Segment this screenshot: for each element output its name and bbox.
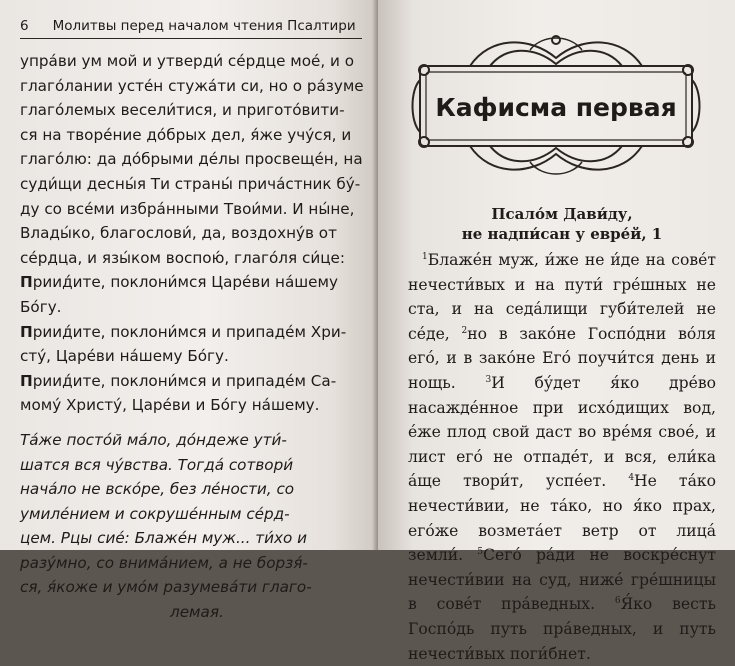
verse-number: 4 [628, 473, 635, 484]
rubric-line: лемая. [170, 603, 224, 622]
psalm-heading [408, 204, 716, 244]
invocation-line: риид́ите, поклони́мся Царе́ви на́шему [32, 273, 338, 292]
invocation [20, 270, 364, 319]
page-number: 6 [20, 18, 29, 34]
invocation-line: риид́ите, поклони́мся и припаде́м Са- [32, 371, 337, 390]
invocation-line: Бо́гу. [20, 297, 62, 316]
verse-number: 1 [422, 251, 428, 262]
body-line: глаго́лании усте́н стужа́ти си, но о ра́зуме [20, 76, 364, 95]
left-page [0, 0, 378, 622]
body-line: ся на творе́ние до́брых дел, я́же учу́ся, и [20, 125, 352, 144]
psalm-heading-line: Псало́м Дави́ду, [491, 205, 633, 223]
rubric-line: шатся вся чу́вства. Тогда́ сотвори́ [20, 455, 294, 474]
rubric [20, 428, 364, 625]
running-head [20, 18, 362, 39]
body-line: се́рдца, и язы́ком воспою́, глаго́ля си́це: [20, 248, 345, 267]
kathisma-frame [410, 30, 702, 180]
invocation-line: мому́ Христу́, Царе́ви и Бо́гу на́шему. [20, 396, 320, 415]
rubric-line: ся, я́коже и умо́м разумева́ти глаго- [20, 578, 312, 597]
invocation-line: сту́, Царе́ви на́шему Бо́гу. [20, 347, 229, 366]
verse-number: 5 [477, 546, 484, 557]
psalm-text [408, 248, 716, 666]
invocation [20, 369, 364, 418]
body-line: Влады́ко, благослови́, да, воздохну́в от [20, 224, 337, 243]
body-line: глаго́лемых весели́тися, и пригото́вити- [20, 101, 345, 120]
invocation [20, 320, 364, 369]
verse-number: 3 [485, 374, 492, 385]
rubric-line: Та́же посто́й ма́ло, до́ндеже ути́- [20, 430, 287, 449]
verse-text: Не та́ко нечести́вии, не та́ко, но я́ко прах, его́же возмета́ет ветр от лица́ земли́. [408, 472, 716, 565]
body-line: суди́щи десны́я Ти страны́ прича́стник бу́- [20, 174, 361, 193]
body-line: ду со все́ми избра́нными Твои́ми. И ны́не, [20, 199, 355, 218]
rubric-line: нача́ло не вско́ре, без ле́ности, со [20, 480, 295, 499]
verse-text: И бу́дет я́ко дре́во насажде́нное при исхо́дищих вод, е́же плод свой даст во вре́мя свое́, и лист его́ не отпаде́т, и вся, ели́ка а́ще твори́т, успе́ет. [408, 373, 716, 491]
body-line: упра́ви ум мой и утверди́ се́рдце мое́, и о [20, 52, 354, 70]
prayer-body [20, 49, 364, 270]
verse-text: Я́ко весть Госпо́дь путь пра́ведных, и путь нечести́вых поги́бнет. [408, 595, 716, 663]
verse-text: Блаже́н муж, и́же не и́де на сове́т нечести́вых и на пути́ гре́шных не ста, и на седа́лищи губи́телей не се́де, [408, 251, 716, 343]
verse-number: 2 [461, 325, 468, 336]
invocation-initial: П [20, 371, 33, 390]
rubric-line: разу́мно, со внима́нием, а не борзя́- [20, 553, 308, 572]
rubric-line: умиле́нием и сокруше́нным се́рд- [20, 504, 290, 523]
verse-text: Сего́ ра́ди не воскре́снут нечести́вии на суд, ниже́ гре́шницы в сове́т пра́ведных. [408, 546, 716, 614]
running-head-title: Молитвы перед началом чтения Псалтири [52, 18, 356, 34]
invocation-line: риид́ите, поклони́мся и припаде́м Хри- [32, 322, 347, 341]
prayer-text [20, 49, 364, 625]
psalm-heading-line: не надпи́сан у евре́й, 1 [461, 225, 663, 243]
verse-number: 6 [614, 596, 621, 607]
kathisma-title: Кафисма первая [435, 93, 677, 122]
verse-text: но в зако́не Госпо́дни во́ля его́, и в зако́не Его́ поучи́тся день и нощь. [408, 324, 716, 392]
invocation-initial: П [20, 273, 33, 292]
body-line: глаго́лю: да до́брыми де́лы просвеще́н, на [20, 150, 363, 169]
right-page [378, 0, 735, 663]
rubric-line: цем. Рцы сие́: Блаже́н муж... ти́хо и [20, 529, 307, 548]
invocation-initial: П [20, 322, 33, 341]
